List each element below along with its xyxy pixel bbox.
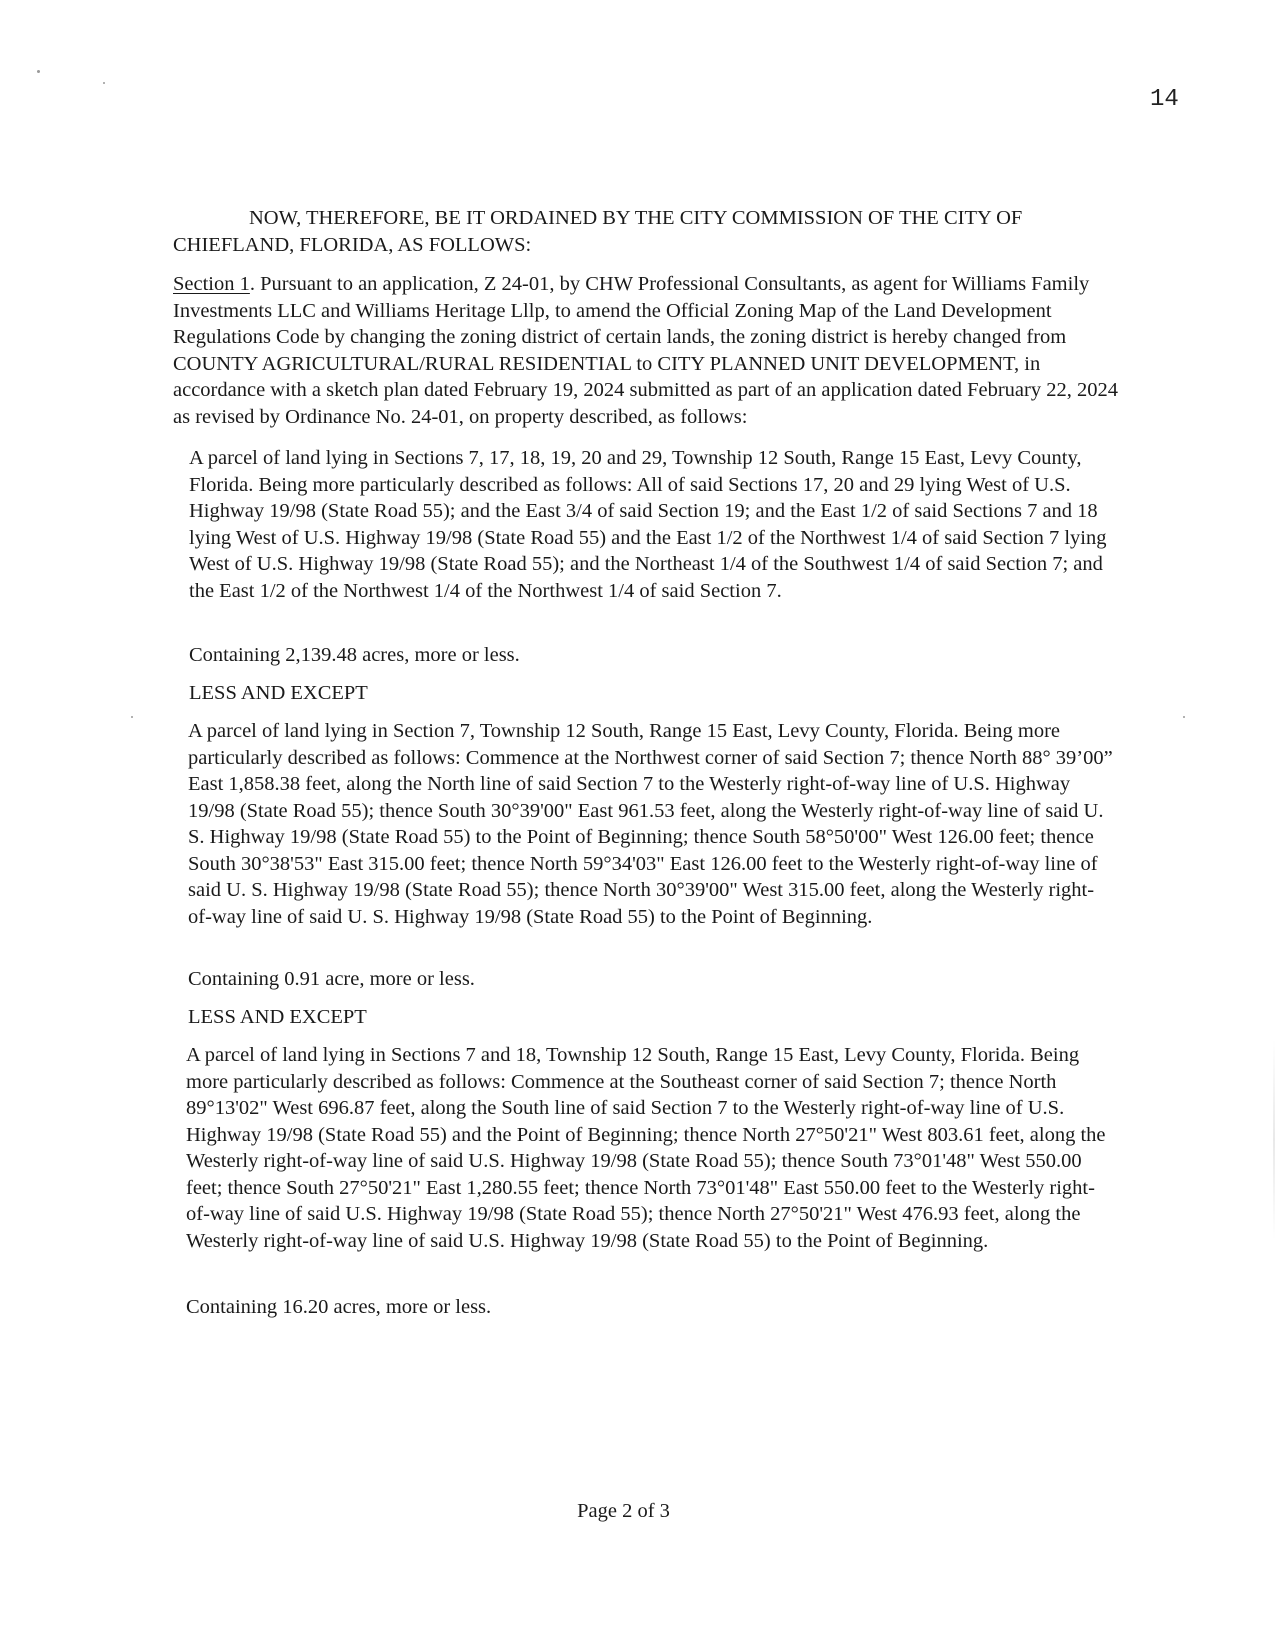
parcel-2-containing: Containing 0.91 acre, more or less. [188,968,475,990]
section-1-paragraph [173,271,1123,430]
page-number-label: Page 2 of 3 [577,1500,670,1522]
section-1-label: Section 1 [173,273,250,295]
page-footer [0,1500,1275,1523]
scan-speck [1183,716,1185,718]
less-and-except-heading: LESS AND EXCEPT [188,1006,367,1028]
less-and-except-heading: LESS AND EXCEPT [189,682,368,704]
scan-speck [103,82,105,84]
parcel-3-description: A parcel of land lying in Sections 7 and 18, Township 12 South, Range 15 East, Levy County, Florida. Being more particularly described as follows: Commence at the Southeast corner of said Section 7; thence North 89°13'02" West 696.87 feet, along the South line of said Section 7 to the Westerly right-of-way line of U.S. Highway 19/98 (State Road 55) and the Point of Beginning; thence North 27°50'21" West 803.61 feet, along the Westerly right-of-way line of said U.S. Highway 19/98 (State Road 55); thence South 73°01'48" West 550.00 feet; thence South 27°50'21" East 1,280.55 feet; thence North 73°01'48" East 550.00 feet to the Westerly right-of-way line of said U.S. Highway 19/98 (State Road 55); thence North 27°50'21" West 476.93 feet, along the Westerly right-of-way line of said U.S. Highway 19/98 (State Road 55) to the Point of Beginning. [186,1044,1106,1252]
section-1-text: . Pursuant to an application, Z 24-01, by CHW Professional Consultants, as agent for Williams Family Investments LLC and Williams Heritage Lllp, to amend the Official Zoning Map of the Land Development Regulations Code by changing the zoning district of certain lands, the zoning district is hereby changed from COUNTY AGRICULTURAL/RURAL RESIDENTIAL to CITY PLANNED UNIT DEVELOPMENT, in accordance with a sketch plan dated February 19, 2024 submitted as part of an application dated February 22, 2024 as revised by Ordinance No. 24-01, on property described, as follows: [173,273,1118,428]
parcel-1-containing: Containing 2,139.48 acres, more or less. [189,644,520,666]
scan-speck [131,716,133,718]
parcel-3-containing: Containing 16.20 acres, more or less. [186,1296,492,1318]
parcel-1-description: A parcel of land lying in Sections 7, 17, 18, 19, 20 and 29, Township 12 South, Range 15 East, Levy County, Florida. Being more particularly described as follows: All of said Sections 17, 20 and 29 lying West of U.S. Highway 19/98 (State Road 55); and the East 3/4 of said Section 19; and the East 1/2 of said Sections 7 and 18 lying West of U.S. Highway 19/98 (State Road 55) and the East 1/2 of the Northwest 1/4 of said Section 7 lying West of U.S. Highway 19/98 (State Road 55); and the Northeast 1/4 of the Southwest 1/4 of said Section 7; and the East 1/2 of the Northwest 1/4 of the Northwest 1/4 of said Section 7. [189,447,1107,602]
handwritten-page-stamp: 14 [1150,86,1179,113]
parcel-2-description: A parcel of land lying in Section 7, Township 12 South, Range 15 East, Levy County, Florida. Being more particularly described as follows: Commence at the Northwest corner of said Section 7; thence North 88° 39’00” East 1,858.38 feet, along the North line of said Section 7 to the Westerly right-of-way line of U.S. Highway 19/98 (State Road 55); thence South 30°39'00" East 961.53 feet, along the Westerly right-of-way line of said U. S. Highway 19/98 (State Road 55) to the Point of Beginning; thence South 58°50'00" West 126.00 feet; thence South 30°38'53" East 315.00 feet; thence North 59°34'03" East 126.00 feet to the Westerly right-of-way line of said U. S. Highway 19/98 (State Road 55); thence North 30°39'00" West 315.00 feet, along the Westerly right-of-way line of said U. S. Highway 19/98 (State Road 55) to the Point of Beginning. [188,720,1113,928]
ordained-clause: NOW, THEREFORE, BE IT ORDAINED BY THE CITY COMMISSION OF THE CITY OF CHIEFLAND, FLORIDA, AS FOLLOWS: [173,207,1023,256]
scan-speck [37,70,40,73]
